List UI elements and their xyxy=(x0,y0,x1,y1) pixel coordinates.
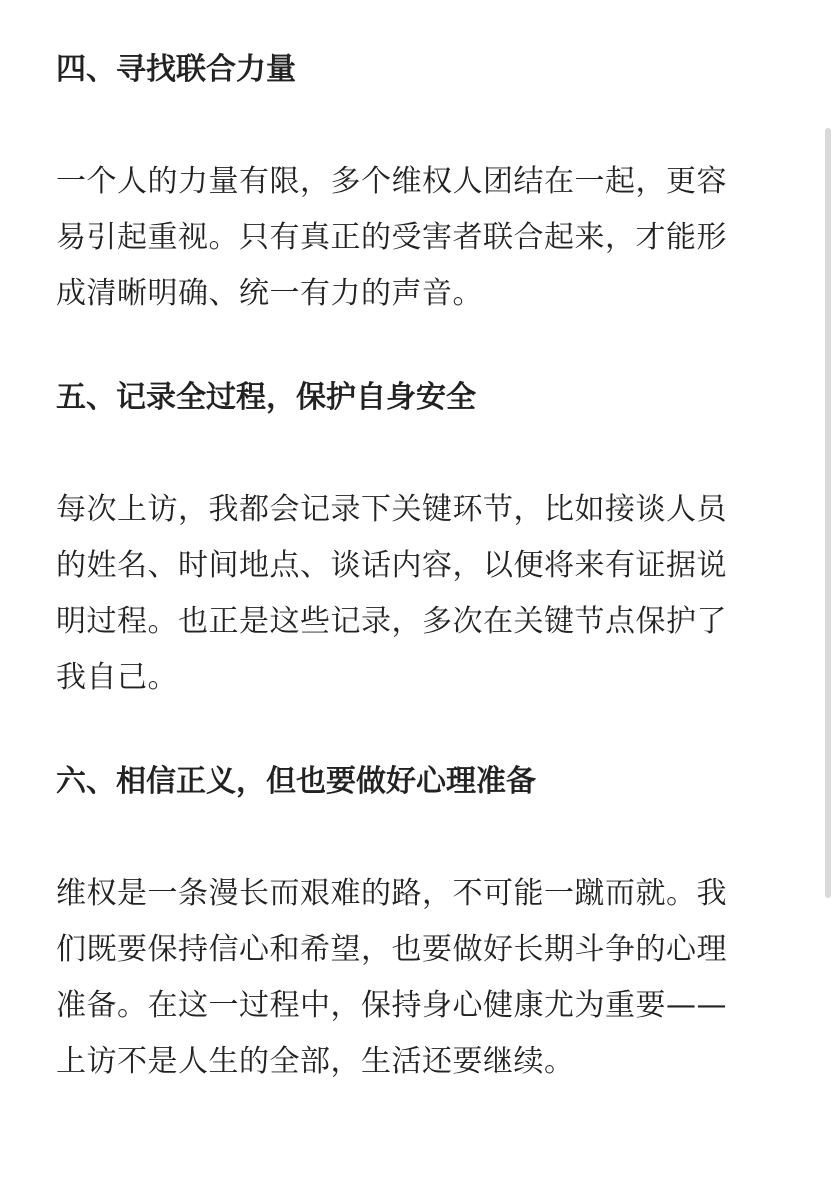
paragraph-line: 我自己。 xyxy=(56,660,178,695)
paragraph-line: 的姓名、时间地点、谈话内容，以便将来有证据说 xyxy=(56,548,727,583)
paragraph-line: 每次上访，我都会记录下关键环节，比如接谈人员 xyxy=(56,492,727,527)
section-heading-5: 五、记录全过程，保护自身安全 xyxy=(56,380,476,415)
paragraph-line: 成清晰明确、统一有力的声音。 xyxy=(56,276,483,311)
section-paragraph-4 xyxy=(56,154,786,322)
vertical-scrollbar[interactable] xyxy=(825,128,831,898)
paragraph-line: 准备。在这一过程中，保持身心健康尤为重要—— xyxy=(56,988,727,1023)
paragraph-line: 易引起重视。只有真正的受害者联合起来，才能形 xyxy=(56,220,727,255)
section-paragraph-5 xyxy=(56,482,786,706)
section-heading-6: 六、相信正义，但也要做好心理准备 xyxy=(56,764,536,799)
section-paragraph-6 xyxy=(56,866,786,1090)
paragraph-line: 明过程。也正是这些记录，多次在关键节点保护了 xyxy=(56,604,727,639)
paragraph-line: 上访不是人生的全部，生活还要继续。 xyxy=(56,1044,575,1079)
paragraph-line: 一个人的力量有限，多个维权人团结在一起，更容 xyxy=(56,164,727,199)
article-body xyxy=(56,46,786,1090)
paragraph-line: 维权是一条漫长而艰难的路，不可能一蹴而就。我 xyxy=(56,876,727,911)
section-heading-4: 四、寻找联合力量 xyxy=(56,52,296,87)
paragraph-line: 们既要保持信心和希望，也要做好长期斗争的心理 xyxy=(56,932,727,967)
